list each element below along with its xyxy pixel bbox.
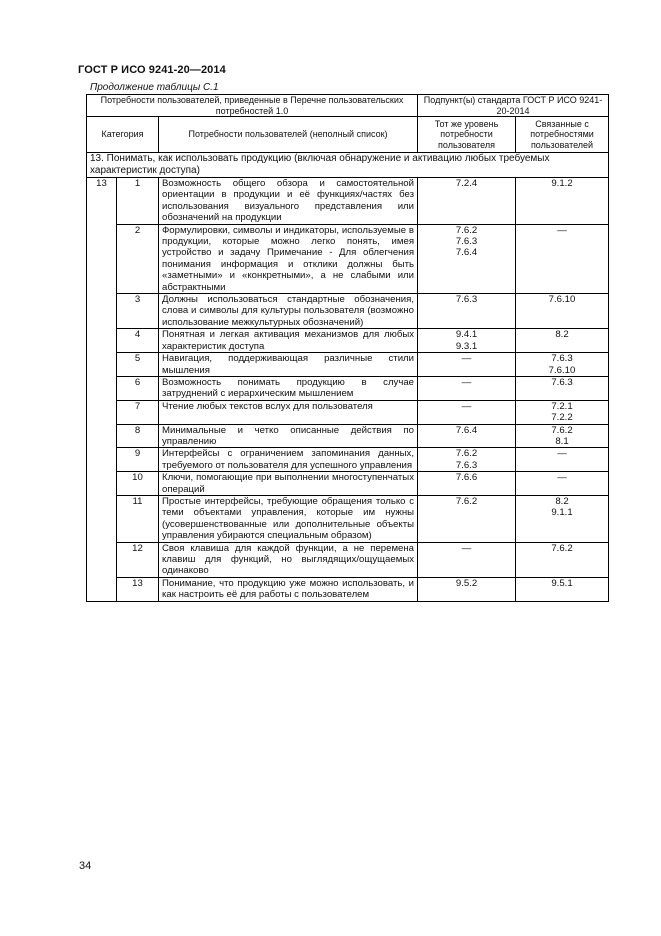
category-number: 13 [87, 178, 117, 602]
table-row [87, 376, 609, 400]
table-row [87, 448, 609, 472]
row-same-level: 9.5.2 [418, 577, 516, 601]
table-row [87, 400, 609, 424]
row-same-level: 7.6.6 [418, 472, 516, 496]
page-number: 34 [79, 860, 92, 872]
row-need-text: Понятная и легкая активация механизмов для любых характеристик доступа [159, 329, 418, 353]
row-related: 7.6.3 7.6.10 [516, 353, 609, 377]
row-number: 1 [117, 178, 159, 225]
row-same-level: — [418, 376, 516, 400]
row-need-text: Возможность понимать продукцию в случае затруднений с иерархическим мышлением [159, 376, 418, 400]
row-number: 8 [117, 424, 159, 448]
row-same-level: 7.6.4 [418, 424, 516, 448]
row-need-text: Возможность общего обзора и самостоятельной ориентации в продукции и её функциях/частях без использования визуального представления или обозначений на продукции [159, 178, 418, 225]
row-need-text: Своя клавиша для каждой функции, а не перемена клавиш для функций, но выглядящих/ощущаемых одинаково [159, 542, 418, 577]
row-same-level: — [418, 400, 516, 424]
table-row [87, 542, 609, 577]
row-related: — [516, 472, 609, 496]
header-group-left: Потребности пользователей, приведенные в Перечне пользовательских потребностей 1.0 [87, 95, 418, 117]
row-number: 5 [117, 353, 159, 377]
table-row [87, 353, 609, 377]
table-row [87, 178, 609, 225]
header-row-group [87, 95, 609, 117]
header-group-right: Подпункт(ы) стандарта ГОСТ Р ИСО 9241-20-2014 [418, 95, 609, 117]
header-same-level: Тот же уровень потребности пользователя [418, 117, 516, 153]
row-number: 9 [117, 448, 159, 472]
table-row [87, 495, 609, 542]
row-same-level: 7.6.3 [418, 294, 516, 329]
table-row [87, 224, 609, 293]
row-need-text: Интерфейсы с ограничением запоминания данных, требуемого от пользователя для успешного управления [159, 448, 418, 472]
row-related: 8.2 [516, 329, 609, 353]
row-same-level: 7.2.4 [418, 178, 516, 225]
row-number: 11 [117, 495, 159, 542]
row-number: 12 [117, 542, 159, 577]
table-row [87, 577, 609, 601]
row-same-level: 9.4.1 9.3.1 [418, 329, 516, 353]
header-category: Категория [87, 117, 159, 153]
section-row [87, 153, 609, 178]
section-title: 13. Понимать, как использовать продукцию (включая обнаружение и активацию любых требуемых характеристик доступа) [87, 153, 609, 178]
row-same-level: — [418, 542, 516, 577]
row-related: 9.1.2 [516, 178, 609, 225]
row-related: 7.6.3 [516, 376, 609, 400]
requirements-table [86, 94, 609, 602]
row-number: 4 [117, 329, 159, 353]
header-row-columns [87, 117, 609, 153]
row-same-level: 7.6.2 7.6.3 7.6.4 [418, 224, 516, 293]
row-need-text: Понимание, что продукцию уже можно использовать, и как настроить её для работы с пользователем [159, 577, 418, 601]
row-number: 6 [117, 376, 159, 400]
row-number: 10 [117, 472, 159, 496]
header-related: Связанные с потребностями пользователей [516, 117, 609, 153]
table-row [87, 472, 609, 496]
row-same-level: 7.6.2 7.6.3 [418, 448, 516, 472]
row-related: — [516, 448, 609, 472]
table-row [87, 424, 609, 448]
row-need-text: Минимальные и четко описанные действия по управлению [159, 424, 418, 448]
table-row [87, 329, 609, 353]
row-related: — [516, 224, 609, 293]
row-number: 13 [117, 577, 159, 601]
row-related: 7.2.1 7.2.2 [516, 400, 609, 424]
row-related: 9.5.1 [516, 577, 609, 601]
row-need-text: Навигация, поддерживающая различные стили мышления [159, 353, 418, 377]
row-need-text: Ключи, помогающие при выполнении многоступенчатых операций [159, 472, 418, 496]
row-related: 7.6.10 [516, 294, 609, 329]
table-caption: Продолжение таблицы С.1 [90, 82, 219, 93]
header-needs: Потребности пользователей (неполный список) [159, 117, 418, 153]
row-same-level: 7.6.2 [418, 495, 516, 542]
row-need-text: Формулировки, символы и индикаторы, используемые в продукции, которые можно легко понять, имея устройство и задачу Примечание - Для облегчения понимания информация и отклики должны быть «заметными» и «конкретными», а не слабыми или абстрактными [159, 224, 418, 293]
row-related: 7.6.2 [516, 542, 609, 577]
row-number: 3 [117, 294, 159, 329]
row-number: 7 [117, 400, 159, 424]
document-title: ГОСТ Р ИСО 9241-20—2014 [78, 64, 226, 76]
row-need-text: Простые интерфейсы, требующие обращения только с теми объектами управления, которые им нужны (усовершенствованные или дополнительные объекты управления убираются специальным образом) [159, 495, 418, 542]
row-related: 7.6.2 8.1 [516, 424, 609, 448]
row-same-level: — [418, 353, 516, 377]
row-need-text: Должны использоваться стандартные обозначения, слова и символы для культуры пользователя (возможно использование межкультурных обозначений) [159, 294, 418, 329]
table-row [87, 294, 609, 329]
row-need-text: Чтение любых текстов вслух для пользователя [159, 400, 418, 424]
row-number: 2 [117, 224, 159, 293]
row-related: 8.2 9.1.1 [516, 495, 609, 542]
